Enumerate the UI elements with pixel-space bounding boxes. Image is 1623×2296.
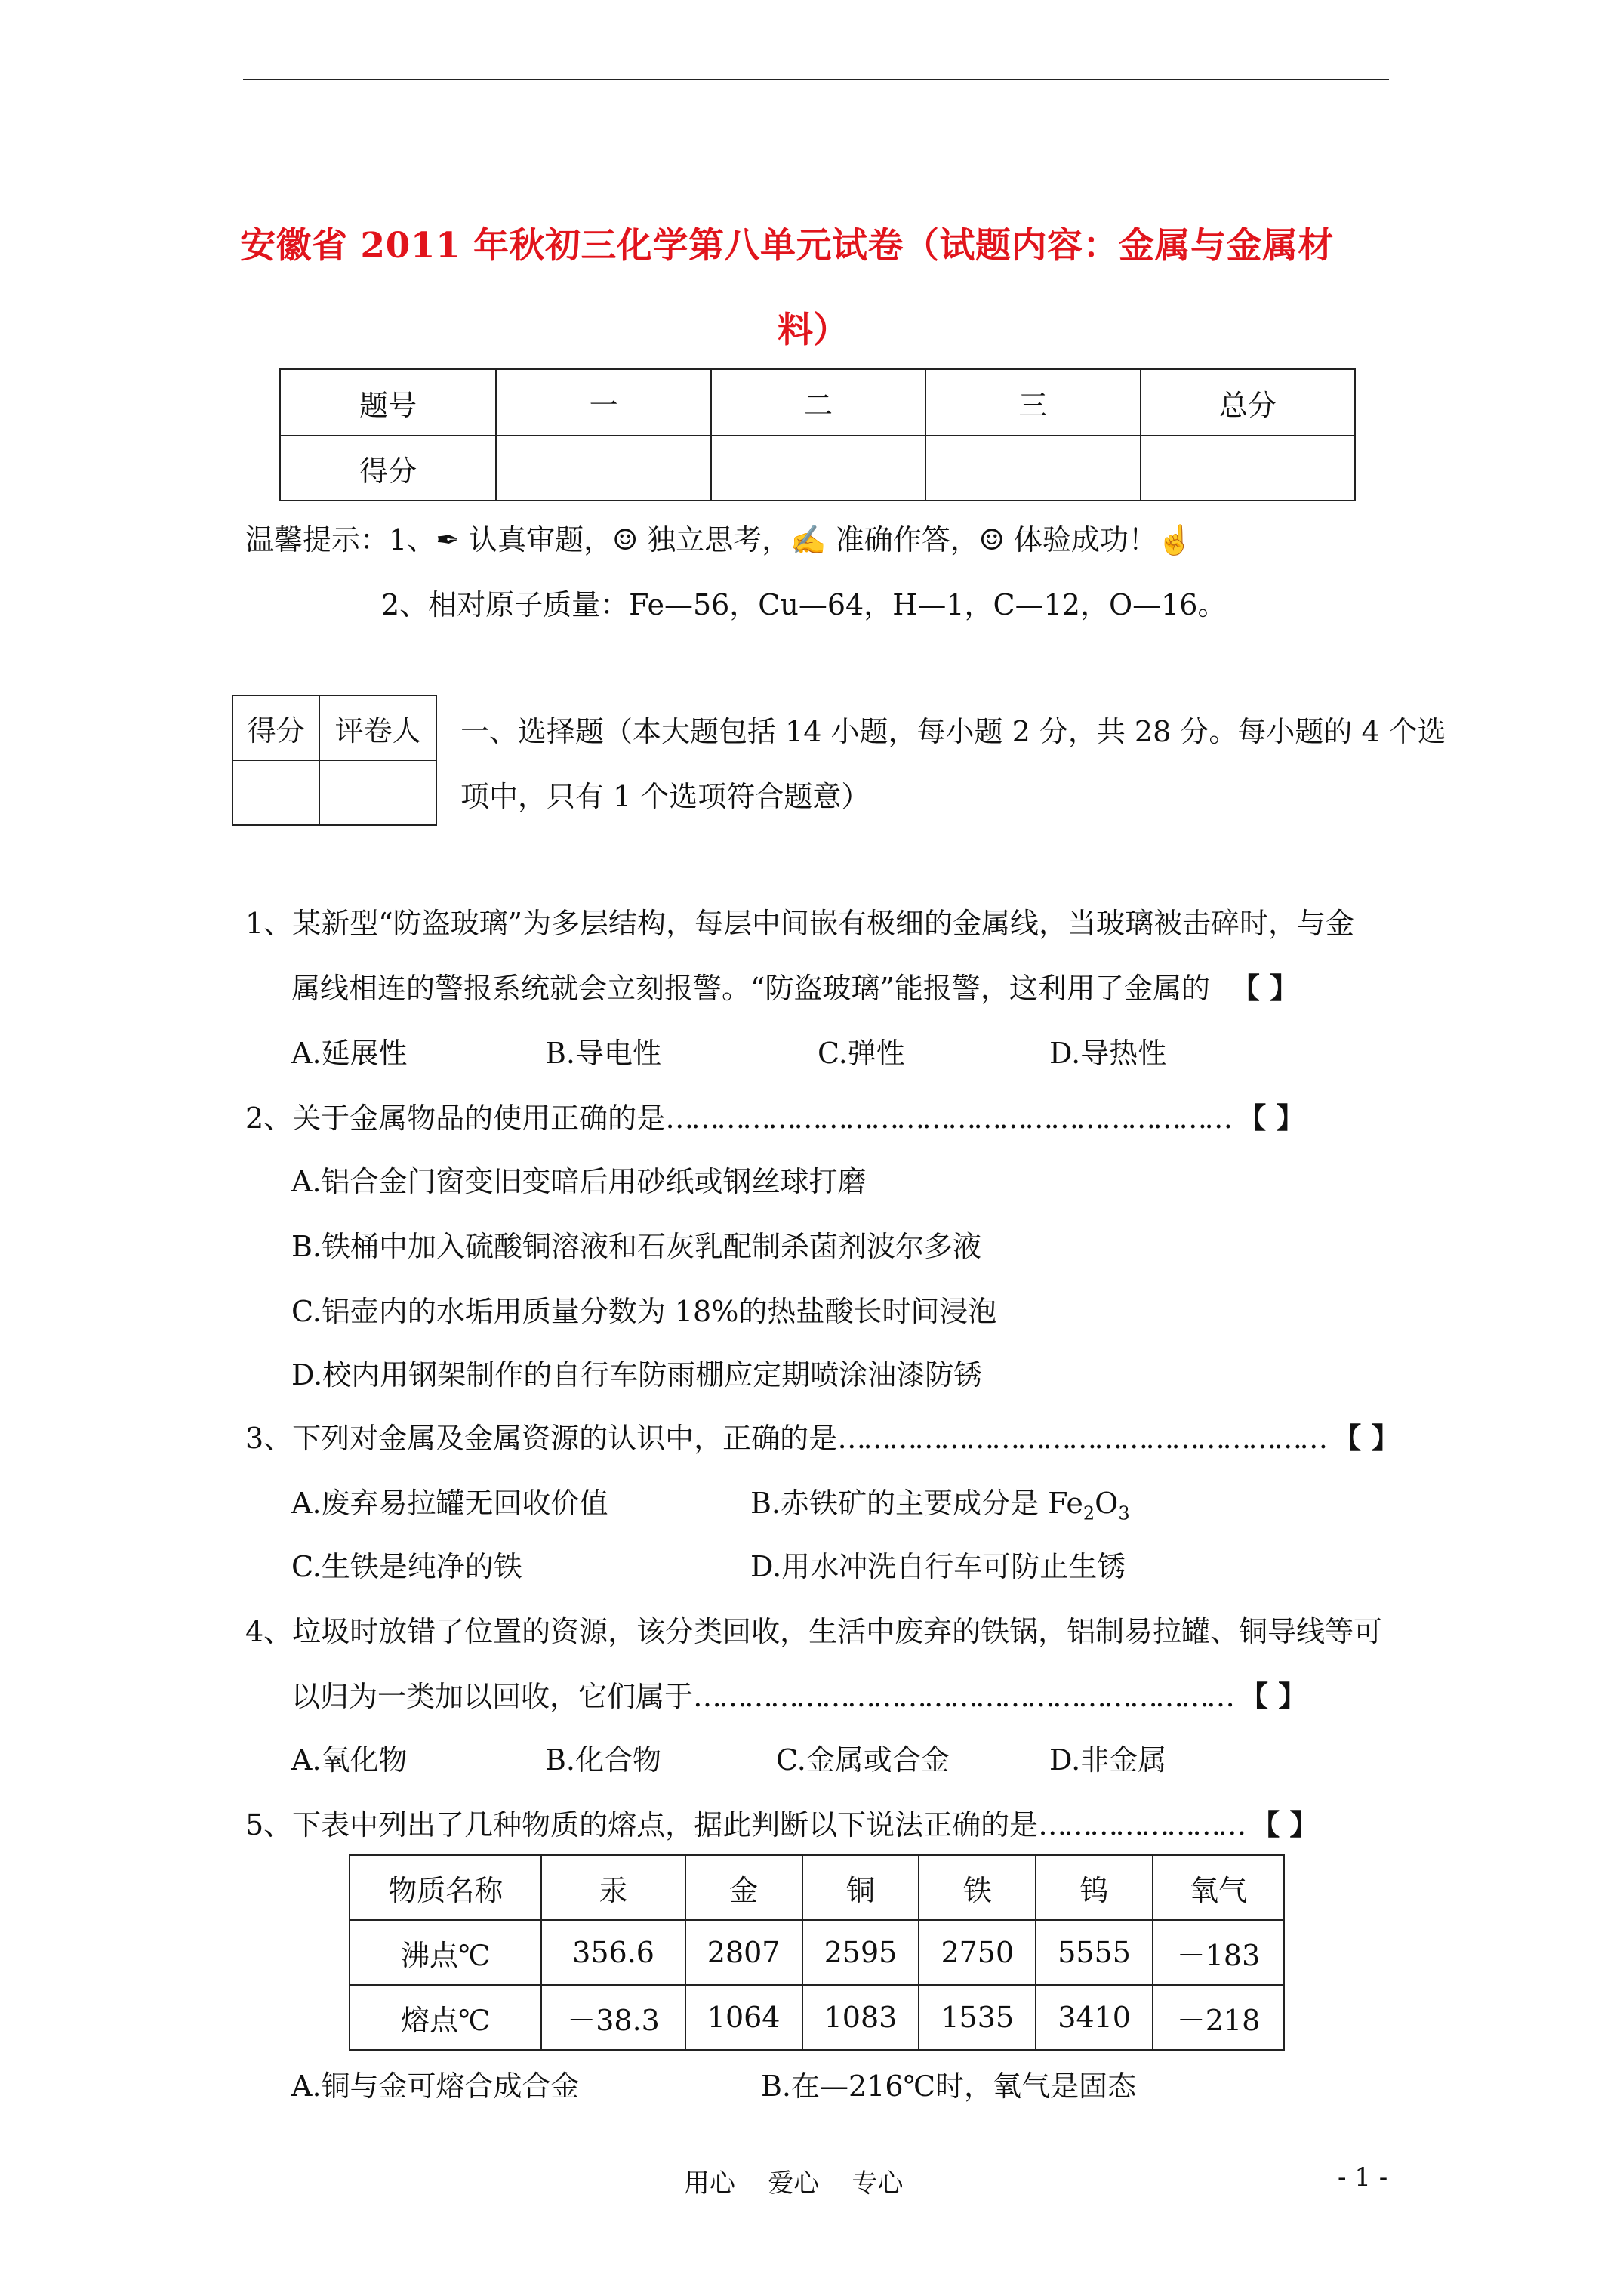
question-3-option-c: C.生铁是纯净的铁 (291, 1550, 522, 1583)
question-2-stem: 2、关于金属物品的使用正确的是………………………………………………………… 【 】 (245, 1101, 1305, 1135)
leader-dots: ……………………………………………………… (693, 1680, 1233, 1713)
table-cell: 2750 (919, 1920, 1036, 1985)
question-4-option-a: A.氧化物 (291, 1743, 408, 1777)
grader-score-cell (233, 760, 319, 825)
score-header-cell: 题号 (280, 369, 496, 436)
score-header-cell: 二 (711, 369, 925, 436)
table-header-cell: 汞 (541, 1855, 685, 1920)
writing-hand-icon: ✍ (790, 523, 827, 556)
grader-name-cell (319, 760, 436, 825)
table-header-cell: 铜 (802, 1855, 919, 1920)
question-1-option-a: A.延展性 (291, 1037, 408, 1070)
table-header-cell: 钨 (1036, 1855, 1153, 1920)
leader-dots: …………………… (1038, 1808, 1244, 1841)
question-3-stem: 3、下列对金属及金属资源的认识中，正确的是………………………………………………… 【 】 (245, 1421, 1400, 1455)
table-cell: －38.3 (541, 1985, 685, 2050)
question-2-option-c: C.铝壶内的水垢用质量分数为 18%的热盐酸长时间浸泡 (291, 1295, 997, 1328)
hand-icon: ☝ (1156, 523, 1193, 556)
answer-bracket: 【 】 (1230, 971, 1299, 1005)
question-4-option-b: B.化合物 (545, 1743, 662, 1777)
answer-bracket: 【 】 (1237, 1101, 1305, 1135)
score-cell (925, 436, 1140, 501)
answer-bracket: 【 】 (1251, 1808, 1319, 1841)
smiley-icon: ☺ (978, 523, 1005, 556)
grader-score-label: 得分 (233, 695, 319, 760)
section-heading: 一、选择题（本大题包括 14 小题，每小题 2 分，共 28 分。每小题的 4 个选 (460, 715, 1446, 748)
table-cell: 1064 (685, 1985, 802, 2050)
question-3-option-d: D.用水冲洗自行车可防止生锈 (750, 1550, 1126, 1583)
table-cell: 356.6 (541, 1920, 685, 1985)
table-header-cell: 金 (685, 1855, 802, 1920)
table-header-cell: 铁 (919, 1855, 1036, 1920)
answer-bracket: 【 】 (1240, 1679, 1307, 1713)
table-header-cell: 物质名称 (350, 1855, 541, 1920)
question-1-stem-continued: 属线相连的警报系统就会立刻报警。“防盗玻璃”能报警，这利用了金属的 【 】 (291, 971, 1299, 1005)
question-2-option-d: D.校内用钢架制作的自行车防雨棚应定期喷涂油漆防锈 (291, 1358, 983, 1391)
score-cell (1141, 436, 1355, 501)
question-1-option-d: D.导热性 (1049, 1037, 1167, 1070)
section-heading-continued: 项中，只有 1 个选项符合题意） (460, 780, 870, 813)
grader-box (232, 695, 437, 826)
question-3-option-a: A.废弃易拉罐无回收价值 (291, 1487, 608, 1520)
tips-line-1: 温馨提示：1、✒ 认真审题，☺ 独立思考，✍ 准确作答，☺ 体验成功！☝ (245, 523, 1193, 556)
smiley-icon: ☺ (612, 523, 639, 556)
question-4-stem-continued: 以归为一类加以回收，它们属于……………………………………………………… 【 】 (291, 1679, 1307, 1713)
table-cell: 2595 (802, 1920, 919, 1985)
question-4-stem: 4、垃圾时放错了位置的资源，该分类回收，生活中废弃的铁锅，铝制易拉罐、铜导线等可 (245, 1615, 1383, 1648)
table-cell: －183 (1153, 1920, 1284, 1985)
table-cell: 2807 (685, 1920, 802, 1985)
header-rule (243, 79, 1389, 80)
question-4-option-d: D.非金属 (1049, 1743, 1167, 1777)
answer-bracket: 【 】 (1332, 1421, 1400, 1455)
table-cell: 5555 (1036, 1920, 1153, 1985)
score-cell (496, 436, 710, 501)
score-cell (711, 436, 925, 501)
tips-line-2: 2、相对原子质量：Fe—56，Cu—64，H—1，C—12，O—16。 (381, 588, 1227, 621)
table-row-label: 熔点℃ (350, 1985, 541, 2050)
table-header-cell: 氧气 (1153, 1855, 1284, 1920)
question-1-option-b: B.导电性 (545, 1037, 662, 1070)
page-title: 安徽省 2011 年秋初三化学第八单元试卷（试题内容：金属与金属材 (240, 225, 1335, 267)
question-2-option-b: B.铁桶中加入硫酸铜溶液和石灰乳配制杀菌剂波尔多液 (291, 1230, 982, 1263)
question-5-stem: 5、下表中列出了几种物质的熔点，据此判断以下说法正确的是…………………… 【 】 (245, 1808, 1319, 1841)
table-cell: 1083 (802, 1985, 919, 2050)
score-header-cell: 总分 (1141, 369, 1355, 436)
footer-motto: 用心 爱心 专心 (684, 2168, 904, 2199)
leader-dots: ………………………………………………… (837, 1422, 1326, 1455)
table-row-label: 沸点℃ (350, 1920, 541, 1985)
question-3-option-b: B.赤铁矿的主要成分是 $Fe_2O_3$ (750, 1487, 1130, 1524)
question-1-option-c: C.弹性 (818, 1037, 905, 1070)
melting-point-table (349, 1854, 1285, 2051)
leader-dots: ………………………………………………………… (665, 1102, 1230, 1135)
table-cell: 3410 (1036, 1985, 1153, 2050)
question-1-stem: 1、某新型“防盗玻璃”为多层结构，每层中间嵌有极细的金属线，当玻璃被击碎时，与金 (245, 907, 1355, 940)
score-row-label: 得分 (280, 436, 496, 501)
score-header-cell: 一 (496, 369, 710, 436)
question-5-option-a: A.铜与金可熔合成合金 (291, 2069, 580, 2103)
table-cell: 1535 (919, 1985, 1036, 2050)
pen-icon: ✒ (436, 523, 460, 556)
page-title-continued: 料） (778, 310, 848, 351)
question-4-option-c: C.金属或合金 (776, 1743, 950, 1777)
question-5-option-b: B.在—216℃时，氧气是固态 (761, 2069, 1137, 2103)
score-table (279, 368, 1356, 501)
question-2-option-a: A.铝合金门窗变旧变暗后用砂纸或钢丝球打磨 (291, 1165, 867, 1198)
grader-name-label: 评卷人 (319, 695, 436, 760)
score-header-cell: 三 (925, 369, 1140, 436)
table-cell: －218 (1153, 1985, 1284, 2050)
page-number: - 1 - (1338, 2162, 1388, 2193)
